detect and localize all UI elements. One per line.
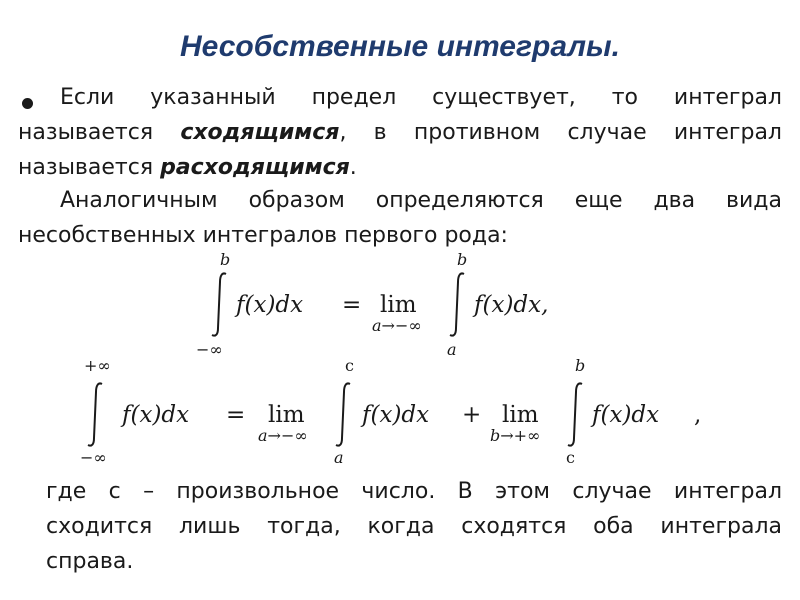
term-divergent: расходящимся <box>160 155 350 180</box>
text-segment: , в противном случае интеграл <box>339 120 782 145</box>
paragraph-line <box>18 115 782 150</box>
integral-upper-limit: b <box>575 356 586 375</box>
paragraph-analogous <box>18 183 782 253</box>
paragraph-line: сходится лишь тогда, когда сходятся оба интеграла <box>46 514 782 539</box>
plus-sign: + <box>462 402 482 428</box>
integrand: f(x)dx <box>236 292 304 318</box>
slide-title: Несобственные интегралы. <box>179 30 620 63</box>
integrand: f(x)dx <box>592 402 660 428</box>
integrand: f(x)dx <box>122 402 190 428</box>
integral-upper-limit: c <box>345 356 354 375</box>
integral-sign-icon <box>446 270 468 340</box>
integral-upper-limit: +∞ <box>84 356 111 375</box>
limit-operator: lim <box>268 402 305 428</box>
integral-lower-limit: −∞ <box>196 340 223 359</box>
paragraph-line: Если указанный предел существует, то интеграл <box>60 85 782 110</box>
paragraph-line <box>18 150 782 185</box>
equals-sign: = <box>342 292 362 318</box>
integrand: f(x)dx <box>362 402 430 428</box>
paragraph-condition <box>46 474 782 579</box>
paragraph-line: где с – произвольное число. В этом случае интеграл <box>46 479 782 504</box>
integral-lower-limit: a <box>334 448 344 467</box>
integral-upper-limit: b <box>457 250 468 269</box>
integral-sign-icon <box>84 380 106 450</box>
paragraph-line: справа. <box>46 549 134 574</box>
text-segment: называется <box>18 155 161 180</box>
integral-upper-limit: b <box>220 250 231 269</box>
text-segment: . <box>349 155 357 180</box>
limit-subscript: a→−∞ <box>258 426 308 445</box>
integral-lower-limit: c <box>566 448 575 467</box>
text-segment: называется <box>18 120 181 145</box>
paragraph-line: несобственных интегралов первого рода: <box>18 223 508 248</box>
integral-lower-limit: a <box>447 340 457 359</box>
limit-subscript: a→−∞ <box>372 316 422 335</box>
integral-lower-limit: −∞ <box>80 448 107 467</box>
integral-sign-icon <box>208 270 230 340</box>
integral-sign-icon <box>564 380 586 450</box>
paragraph-line: Аналогичным образом определяются еще два вида <box>60 188 782 213</box>
trailing-comma: , <box>694 402 702 428</box>
limit-operator: lim <box>502 402 539 428</box>
limit-subscript: b→+∞ <box>490 426 541 445</box>
integrand: f(x)dx, <box>474 292 549 318</box>
term-convergent: сходящимся <box>180 120 340 145</box>
equals-sign: = <box>226 402 246 428</box>
paragraph-convergence <box>18 80 782 185</box>
integral-sign-icon <box>332 380 354 450</box>
limit-operator: lim <box>380 292 417 318</box>
